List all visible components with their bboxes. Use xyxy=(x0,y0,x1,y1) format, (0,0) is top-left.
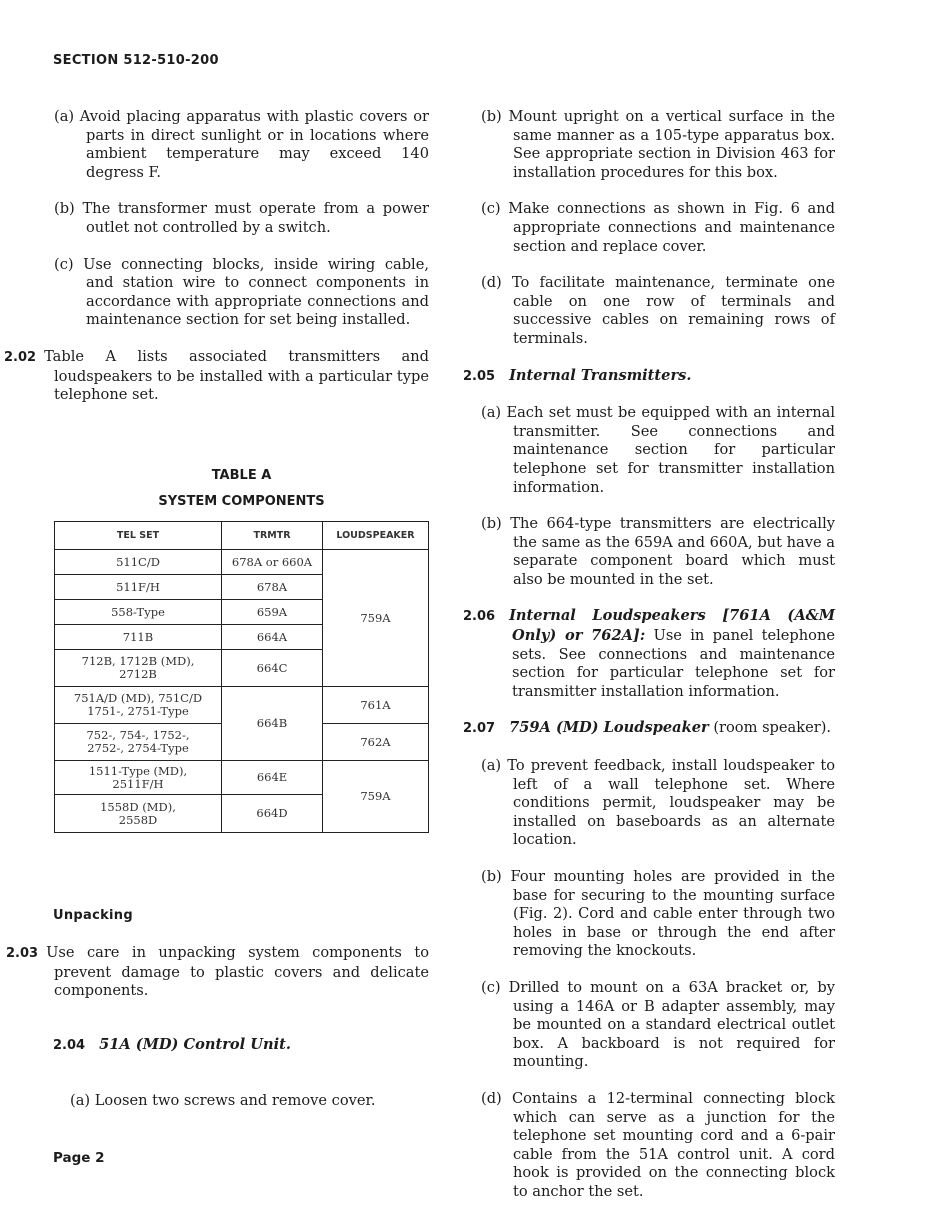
cell-line: 1751-, 2751-Type xyxy=(87,704,189,718)
para-right-c: (c) Make connections as shown in Fig. 6 and appropriate connections and maintenance section and replace cover. xyxy=(481,200,835,255)
para-2-02-text: Table A lists associated transmitters and loudspeakers to be installed with a particular type telephone set. xyxy=(44,347,429,404)
section-header: SECTION 512-510-200 xyxy=(53,53,219,68)
table-cell: 664C xyxy=(222,650,323,687)
left-column xyxy=(4,108,429,405)
table-cell xyxy=(55,724,222,761)
table-cell: 664A xyxy=(222,625,323,650)
table-cell: 511F/H xyxy=(55,575,222,600)
system-components-table xyxy=(54,521,429,833)
table-cell: 678A xyxy=(222,575,323,600)
para-2-07-d: (d) Contains a 12-terminal connecting block which can serve as a junction for the telephone set mounting cord and a 6-pair cable from the 51A control unit. A cord hook is provided on the connecting block to anchor the set. xyxy=(481,1089,835,1200)
table-cell: 511C/D xyxy=(55,550,222,575)
table-cell xyxy=(55,761,222,795)
cell-line: 2712B xyxy=(119,667,157,681)
para-2-02 xyxy=(6,348,429,405)
table-cell: 759A xyxy=(323,550,429,687)
heading-2-07 xyxy=(463,719,835,739)
para-left-a: (a) Avoid placing apparatus with plastic covers or parts in direct sunlight or in locations where ambient temperature may exceed 140 degress F. xyxy=(54,108,429,181)
para-2-03-text: Use care in unpacking system components to prevent damage to plastic covers and delicate components. xyxy=(46,944,429,1000)
table-cell: 558-Type xyxy=(55,600,222,625)
cell-line: 1511-Type (MD), xyxy=(88,763,188,778)
col-header-trmtr: TRMTR xyxy=(222,522,323,550)
para-2-07-b: (b) Four mounting holes are provided in the base for securing to the mounting surface (Fig. 2). Cord and cable enter through two holes in base or through the end after removing the knockouts. xyxy=(481,868,835,960)
section-number: 2.06 xyxy=(463,609,496,625)
table-subtitle: SYSTEM COMPONENTS xyxy=(158,494,325,509)
left-lower-column xyxy=(6,944,429,1001)
right-column xyxy=(463,108,835,1202)
page-number: Page 2 xyxy=(53,1150,105,1166)
col-header-loudspeaker: LOUDSPEAKER xyxy=(323,522,429,550)
cell-line: 1558D (MD), xyxy=(100,799,176,814)
section-number: 2.07 xyxy=(463,721,496,737)
table-cell: 711B xyxy=(55,625,222,650)
para-right-d: (d) To facilitate maintenance, terminate one cable on one row of terminals and successive cables on remaining rows of terminals. xyxy=(481,274,835,347)
unpacking-heading: Unpacking xyxy=(53,908,133,923)
para-2-07-c: (c) Drilled to mount on a 63A bracket or, by using a 146A or B adapter assembly, may be mounted on a standard electrical outlet box. A backboard is not required for mounting. xyxy=(481,978,835,1071)
section-number: 2.04 xyxy=(53,1038,86,1053)
table-cell: 761A xyxy=(323,687,429,724)
cell-line: 752-, 754-, 1752-, xyxy=(86,728,190,742)
table-cell: 659A xyxy=(222,600,323,625)
heading-2-05-title: Internal Transmitters. xyxy=(509,366,692,384)
col-header-tel-set: TEL SET xyxy=(55,522,222,550)
heading-2-05 xyxy=(463,367,835,387)
table-cell xyxy=(55,650,222,687)
table-cell: 762A xyxy=(323,724,429,761)
cell-line: 751A/D (MD), 751C/D xyxy=(73,691,203,705)
table-cell: 664D xyxy=(222,795,323,833)
table-cell: 678A or 660A xyxy=(222,550,323,575)
heading-2-04-title: 51A (MD) Control Unit. xyxy=(99,1036,291,1053)
table-cell xyxy=(55,795,222,833)
para-2-03 xyxy=(6,944,429,1001)
cell-line: 712B, 1712B (MD), xyxy=(81,654,195,668)
heading-2-04 xyxy=(53,1036,291,1053)
para-2-05-b: (b) The 664-type transmitters are electrically the same as the 659A and 660A, but have a separate component board which must also be mounted in the set. xyxy=(481,515,835,588)
heading-2-07-tail: (room speaker). xyxy=(713,719,832,737)
section-number: 2.05 xyxy=(463,368,496,384)
para-2-04-a: (a) Loosen two screws and remove cover. xyxy=(70,1092,376,1109)
table-cell: 759A xyxy=(323,761,429,833)
section-number: 2.02 xyxy=(4,349,37,365)
para-left-b: (b) The transformer must operate from a power outlet not controlled by a switch. xyxy=(54,200,429,236)
heading-2-07-title: 759A (MD) Loudspeaker xyxy=(509,719,709,737)
table-title: TABLE A xyxy=(211,468,272,483)
section-number: 2.03 xyxy=(6,946,39,961)
para-right-b-text: (b) Mount upright on a vertical surface in the same manner as a 105-type apparatus box. See appropriate section in Division 463 for installation procedures for this box. xyxy=(481,108,835,181)
para-left-c: (c) Use connecting blocks, inside wiring cable, and station wire to connect components in accordance with appropriate connections and maintenance section for set being installed. xyxy=(54,255,429,329)
para-2-06 xyxy=(463,607,835,701)
para-2-07-a: (a) To prevent feedback, install loudspeaker to left of a wall telephone set. Where conditions permit, loudspeaker may be installed on baseboards as an alternate location. xyxy=(481,757,835,849)
para-right-b xyxy=(481,108,835,182)
table-cell: 664B xyxy=(222,687,323,761)
para-2-06-text: Use in panel telephone sets. See connections and maintenance section for particular telephone set for transmitter installation information. xyxy=(512,627,835,700)
table-cell: 664E xyxy=(222,761,323,795)
heading-2-06-title: Internal Loudspeakers [761A (A&M Only) or 762A]: xyxy=(509,607,835,645)
para-2-05-a: (a) Each set must be equipped with an internal transmitter. See connections and maintenance section for particular telephone set for transmitter installation information. xyxy=(481,404,835,496)
cell-line: 2752-, 2754-Type xyxy=(87,741,189,755)
table-cell xyxy=(55,687,222,724)
cell-line: 2511F/H xyxy=(112,776,164,791)
cell-line: 2558D xyxy=(118,812,158,827)
